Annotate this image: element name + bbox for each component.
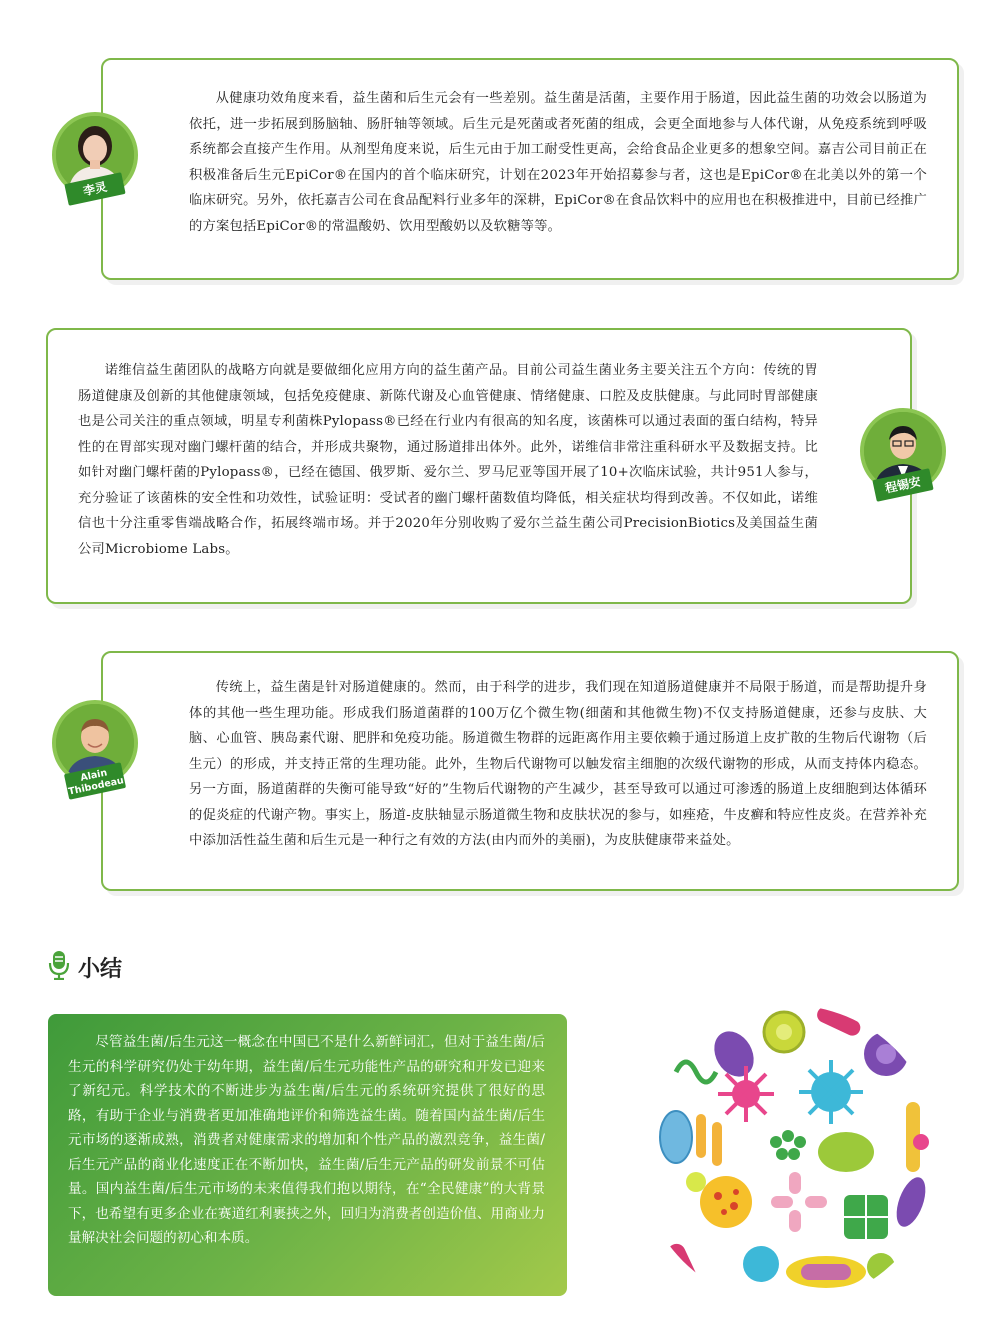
summary-title: 小结 xyxy=(78,956,123,982)
quote-card-3 xyxy=(101,651,959,891)
summary-heading xyxy=(48,950,122,984)
avatar-li-ling xyxy=(52,112,138,198)
microbe-illustration xyxy=(636,1002,942,1308)
quote-text: 诺维信益生菌团队的战略方向就是要做细化应用方向的益生菌产品。目前公司益生菌业务主要关注五个方向：传统的胃肠道健康及创新的其他健康领域，包括免疫健康、新陈代谢及心血管健康、情绪健康、口腔及皮肤健康。与此同时胃部健康也是公司关注的重点领域，明星专利菌株Pylopass®已经在行业内有很高的知名度，该菌株可以通过表面的蛋白结构，特异性的在胃部实现对幽门螺杆菌的结合，并形成共聚物，通过肠道排出体外。此外，诺维信非常注重科研水平及数据支持。比如针对幽门螺杆菌的Pylopass®，已经在德国、俄罗斯、爱尔兰、罗马尼亚等国开展了10+次临床试验，共计951人参与，充分验证了该菌株的安全性和功效性，试验证明：受试者的幽门螺杆菌数值均降低，相关症状均得到改善。不仅如此，诺维信也十分注重零售端战略合作，拓展终端市场。并于2020年分别收购了爱尔兰益生菌公司PrecisionBiotics及美国益生菌公司Microbiome Labs。 xyxy=(78,363,818,557)
summary-text: 尽管益生菌/后生元这一概念在中国已不是什么新鲜词汇，但对于益生菌/后生元的科学研究仍处于幼年期，益生菌/后生元功能性产品的研究和开发已迎来了新纪元。科学技术的不断进步为益生菌/后生元的系统研究提供了很好的思路，有助于企业与消费者更加准确地评价和筛选益生菌。随着国内益生菌/后生元市场的逐渐成熟，消费者对健康需求的增加和个性产品的激烈竞争，益生菌/后生元产品的商业化速度正在不断加快，益生菌/后生元产品的研发前景不可估量。国内益生菌/后生元市场的未来值得我们抱以期待，在“全民健康”的大背景下，也希望有更多企业在赛道红利裹挟之外，回归为消费者创造价值、用商业力量解决社会问题的初心和本质。 xyxy=(68,1034,545,1246)
quote-text: 从健康功效角度来看，益生菌和后生元会有一些差别。益生菌是活菌，主要作用于肠道，因此益生菌的功效会以肠道为依托，进一步拓展到肠脑轴、肠肝轴等领域。后生元是死菌或者死菌的组成，会更全面地参与人体代谢，从免疫系统到呼吸系统都会直接产生作用。从剂型角度来说，后生元由于加工耐受性更高，会给食品企业更多的想象空间。嘉吉公司目前正在积极准备后生元EpiCor®在国内的首个临床研究，计划在2023年开始招募参与者，这也是EpiCor®在北美以外的第一个临床研究。另外，依托嘉吉公司在食品配料行业多年的深耕，EpiCor®在食品饮料中的应用也在积极推进中，目前已经推广的方案包括EpiCor®的常温酸奶、饮用型酸奶以及软糖等等。 xyxy=(189,91,927,234)
quote-text: 传统上，益生菌是针对肠道健康的。然而，由于科学的进步，我们现在知道肠道健康并不局限于肠道，而是帮助提升身体的其他一些生理功能。形成我们肠道菌群的100万亿个微生物(细菌和其他微生物)不仅支持肠道健康，还参与皮肤、大脑、心血管、胰岛素代谢、肥胖和免疫功能。肠道微生物群的远距离作用主要依赖于通过肠道上皮扩散的生物后代谢物（后生元）的形成，并支持正常的生理功能。此外，生物后代谢物可以触发宿主细胞的次级代谢物的形成，从而支持体内稳态。另一方面，肠道菌群的失衡可能导致“好的”生物后代谢物的产生减少，甚至导致可以通过可渗透的肠道上皮细胞到达体循环的促炎症的代谢产物。事实上，肠道-皮肤轴显示肠道微生物和皮肤状况的参与，如痤疮，牛皮癣和特应性皮炎。在营养补充中添加活性益生菌和后生元是一种行之有效的方法(由内而外的美丽)，为皮肤健康带来益处。 xyxy=(189,680,927,848)
avatar-cheng-xian xyxy=(860,408,946,494)
quote-card-2 xyxy=(46,328,912,604)
quote-card-1 xyxy=(101,58,959,280)
speaker-tag: Alain Thibodeau xyxy=(64,762,126,799)
avatar-alain-thibodeau xyxy=(52,700,138,798)
speaker-tag: 李灵 xyxy=(64,172,125,206)
summary-box xyxy=(48,1014,567,1296)
microphone-icon xyxy=(48,950,70,984)
speaker-tag: 程锡安 xyxy=(872,468,933,502)
